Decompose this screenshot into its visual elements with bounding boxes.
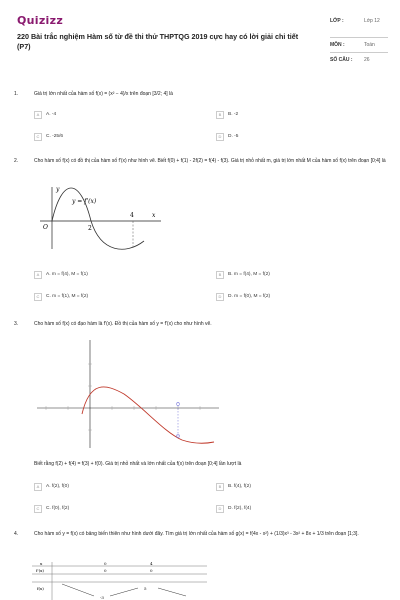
arrow-up	[110, 588, 138, 596]
table-value-0: 0	[150, 568, 153, 573]
question-text: Cho hàm số f(x) có đồ thị của hàm số f'(x) như hình vẽ. Biết f(0) + f(1) - 2f(2) = f(4) - f(3). Giá trị nhỏ nhất m, giá trị lớn nhất M của hàm số f(x) trên đoạn [0;4] là	[34, 158, 386, 164]
row-label-f: f(x)	[37, 586, 44, 591]
grid-ticks	[37, 340, 219, 448]
option-c[interactable]	[34, 132, 63, 141]
curve	[82, 387, 214, 443]
option-a[interactable]	[34, 110, 56, 119]
option-letter: B	[216, 483, 224, 491]
option-text: A. f(2), f(0)	[46, 484, 69, 489]
derivative-graph-q2	[36, 183, 166, 253]
meta-label: SỐ CÂU :	[330, 57, 353, 63]
quizizz-logo: Quizizz	[17, 14, 64, 27]
curve-label: y = f'(x)	[72, 198, 97, 205]
arrow-down	[62, 584, 94, 596]
question-number: 2.	[14, 158, 19, 164]
option-letter: D	[216, 293, 224, 301]
option-d[interactable]	[216, 504, 251, 513]
option-letter: B	[216, 271, 224, 279]
meta-label: LỚP :	[330, 18, 344, 24]
meta-value: 26	[364, 57, 370, 63]
row-label-x: x	[40, 561, 43, 566]
meta-value: Toán	[364, 42, 375, 48]
option-letter: D	[216, 505, 224, 513]
table-value-0: 0	[104, 568, 107, 573]
question-number: 3.	[14, 321, 19, 327]
question-number: 1.	[14, 91, 19, 97]
option-text: D. m = f(0), M = f(2)	[228, 294, 271, 299]
page-title: 220 Bài trắc nghiệm Hàm số từ đề thi thử THPTQG 2019 cực hay có lời giải chi tiết (P7)	[17, 32, 299, 51]
divider	[330, 37, 388, 38]
y-axis-label: y	[56, 186, 60, 193]
option-text: B. m = f(4), M = f(2)	[228, 272, 270, 277]
option-letter: C	[34, 293, 42, 301]
meta-value: Lớp 12	[364, 18, 380, 24]
row-label-fprime: f'(x)	[36, 568, 44, 573]
tick-label-4: 4	[130, 212, 134, 219]
option-letter: A	[34, 111, 42, 119]
option-letter: B	[216, 111, 224, 119]
option-a[interactable]	[34, 270, 88, 279]
question-number: 4.	[14, 531, 19, 537]
option-text: D. f(2), f(4)	[228, 506, 252, 511]
meta-label: MÔN :	[330, 42, 345, 48]
option-text: A. -4	[46, 112, 57, 117]
arrow-down	[158, 588, 186, 596]
option-text: B. f(4), f(2)	[228, 484, 251, 489]
table-value-5: 5	[144, 586, 147, 591]
question-text: Cho hàm số y = f(x) có bảng biến thiên như hình dưới đây. Tìm giá trị lớn nhất của hàm số g(x) = f(4x - x²) + (1/3)x³ - 3x² + 8x + 1/3 trên đoạn [1;3].	[34, 531, 359, 537]
tick-label-2: 2	[88, 225, 92, 232]
option-letter: D	[216, 133, 224, 141]
option-letter: A	[34, 271, 42, 279]
option-a[interactable]	[34, 482, 69, 491]
option-c[interactable]	[34, 292, 88, 301]
option-text: C. f(0), f(2)	[46, 506, 70, 511]
option-text: B. -2	[228, 112, 239, 117]
option-d[interactable]	[216, 292, 270, 301]
derivative-graph-q3	[34, 336, 224, 451]
question-text: Biết rằng f(2) + f(4) = f(3) + f(0). Giá trị nhỏ nhất và lớn nhất của f(x) trên đoạn [0;4] lần lượt là	[34, 461, 242, 467]
table-value-minus3: -3	[100, 595, 104, 600]
question-text: Giá trị lớn nhất của hàm số f(x) = (x² − 4)/x trên đoạn [3/2; 4] là	[34, 91, 173, 97]
table-value-4: 4	[150, 561, 153, 566]
divider	[330, 52, 388, 53]
option-d[interactable]	[216, 132, 238, 141]
table-value-0: 0	[104, 561, 107, 566]
option-b[interactable]	[216, 110, 238, 119]
variation-table-q4	[32, 560, 212, 600]
option-b[interactable]	[216, 482, 251, 491]
x-axis-label: x	[152, 212, 156, 219]
option-text: D. -5	[228, 134, 239, 139]
option-text: C. m = f(1), M = f(2)	[46, 294, 89, 299]
option-letter: C	[34, 505, 42, 513]
option-c[interactable]	[34, 504, 69, 513]
option-letter: C	[34, 133, 42, 141]
option-b[interactable]	[216, 270, 270, 279]
option-letter: A	[34, 483, 42, 491]
option-text: A. m = f(4), M = f(1)	[46, 272, 88, 277]
origin-label: O	[43, 224, 48, 231]
question-text: Cho hàm số f(x) có đạo hàm là f'(x). Đồ thị của hàm số y = f'(x) cho như hình vẽ.	[34, 321, 212, 327]
option-text: C. -25/6	[46, 134, 64, 139]
